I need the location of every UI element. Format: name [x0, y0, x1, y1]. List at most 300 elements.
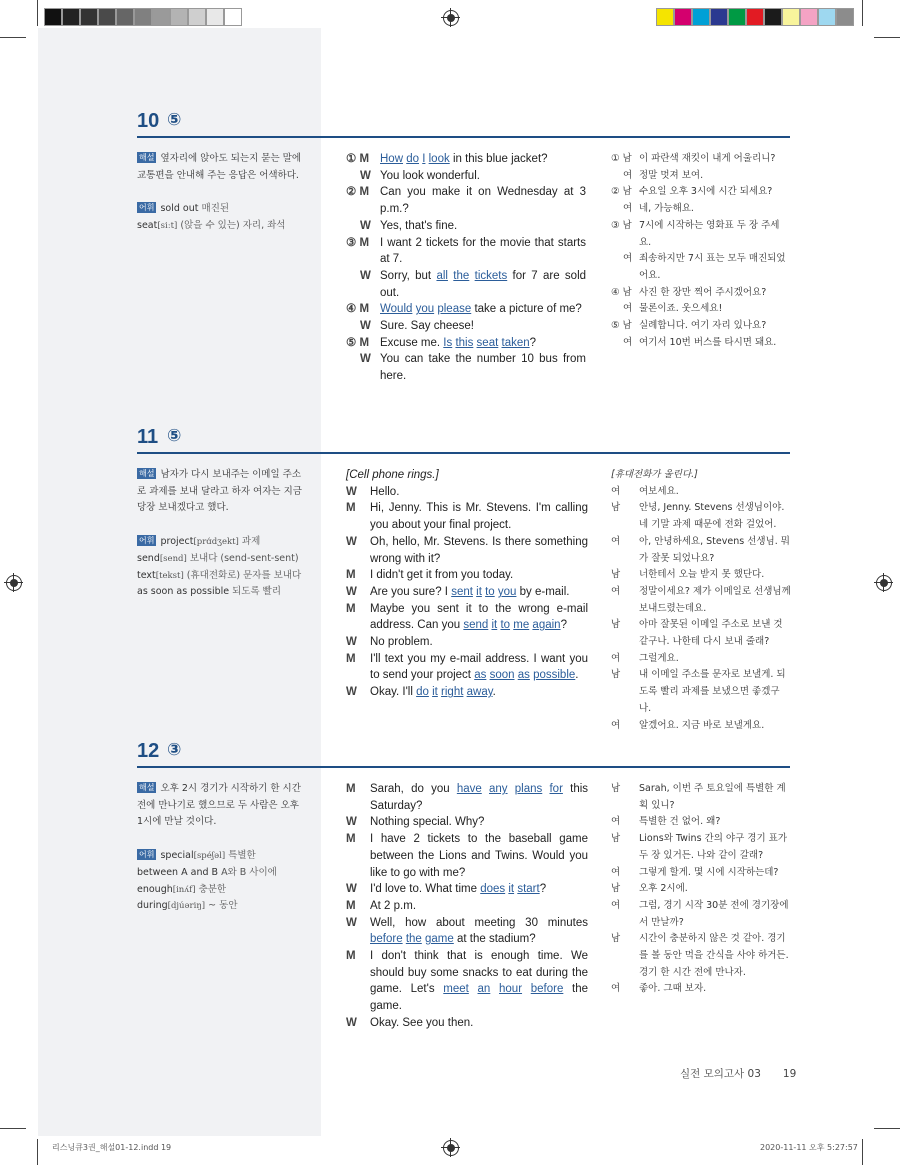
- keyword: do: [406, 153, 420, 165]
- speaker: M: [359, 186, 370, 199]
- speaker: 남: [611, 833, 621, 845]
- script-line: [346, 484, 588, 501]
- crop-mark: [0, 37, 26, 38]
- speaker: W: [346, 636, 357, 649]
- vocab-item: [137, 218, 303, 235]
- keyword: Is: [443, 336, 453, 349]
- keyword: it: [432, 686, 438, 699]
- keyword: right: [441, 686, 464, 699]
- vocab-item: [137, 201, 303, 218]
- line-text: 죄송하지만 7시 표는 모두 매진되었어요.: [639, 253, 786, 281]
- explanation-tag: 해설: [139, 469, 155, 478]
- speaker: M: [346, 602, 356, 615]
- line-text: Excuse me.: [380, 336, 441, 349]
- explanation-tag: 해설: [139, 153, 155, 162]
- vocab-phonetic: [siːt]: [157, 221, 178, 232]
- keyword: meet: [443, 983, 469, 996]
- speaker: M: [359, 303, 370, 316]
- vocab-word: between A and B: [137, 866, 219, 878]
- vocab-word: project: [160, 536, 194, 548]
- translation-line: [611, 500, 791, 533]
- keyword: it: [508, 883, 515, 896]
- registration-mark-icon: [443, 10, 459, 26]
- translation-line: [611, 168, 791, 185]
- line-text: for 7 are sold out.: [380, 269, 587, 299]
- translation-line: [611, 318, 791, 335]
- header-rule: [137, 136, 790, 138]
- speaker: W: [360, 269, 371, 282]
- option-number: ③: [346, 236, 357, 249]
- vocab-gloss: 특별한: [228, 850, 256, 862]
- speaker: 여: [611, 585, 621, 597]
- line-text: 그럼, 경기 시작 30분 전에 경기장에서 만날까?: [639, 899, 789, 928]
- line-text: this Saturday?: [370, 783, 589, 812]
- line-text: 정말 멋져 보여.: [639, 169, 704, 181]
- keyword: do: [416, 686, 429, 699]
- vocab-gloss: ~ 동안: [208, 900, 238, 912]
- question-11: [137, 426, 791, 731]
- keyword: as: [517, 669, 530, 682]
- line-text: Sure. Say cheese!: [380, 320, 474, 333]
- line-text: I'll text you my e-mail address. I want you to send your project: [370, 652, 588, 682]
- speaker: ① 남: [611, 153, 632, 164]
- translation-line: [611, 981, 791, 998]
- translation-line: [611, 781, 791, 814]
- script-line: [346, 651, 588, 684]
- keyword: for: [549, 783, 563, 795]
- line-text: at the stadium?: [457, 933, 536, 946]
- crop-mark: [37, 0, 38, 26]
- translation-line: [611, 534, 791, 567]
- vocab-item: [137, 882, 303, 899]
- option-number: ②: [346, 186, 357, 199]
- vocab-word: during: [137, 900, 168, 912]
- translation-line: [611, 567, 791, 584]
- speaker: ③ 남: [611, 219, 632, 231]
- keyword: tickets: [474, 269, 508, 282]
- script-line: [346, 168, 586, 185]
- keyword: How: [380, 153, 404, 165]
- vocab-gloss: 매진된: [201, 203, 230, 215]
- explanation: [137, 781, 303, 831]
- line-text: 그렇게 할게. 몇 시에 시작하는데?: [639, 866, 779, 878]
- line-text: 네, 가능해요.: [639, 203, 694, 215]
- translation-line: [611, 814, 791, 831]
- keyword: plans: [514, 783, 543, 795]
- keyword: before: [530, 983, 564, 996]
- line-text: ?: [539, 883, 547, 896]
- translation-line: [611, 285, 791, 302]
- line-text: 여기서 10번 버스를 타시면 돼요.: [639, 336, 777, 348]
- speaker: ② 남: [611, 186, 632, 198]
- translation-line: [611, 467, 791, 484]
- vocab-gloss: 보내다 (send-sent-sent): [189, 552, 299, 564]
- keyword: soon: [489, 669, 515, 682]
- line-text: Sarah, do you: [370, 783, 450, 795]
- vocab-word: special: [160, 850, 194, 862]
- speaker: W: [346, 485, 357, 498]
- speaker: 여: [611, 535, 621, 547]
- english-script: [346, 467, 588, 701]
- crop-mark: [0, 1128, 26, 1129]
- line-text: the game.: [370, 983, 589, 1013]
- keyword: again: [532, 619, 561, 632]
- vocab-item: [137, 898, 303, 915]
- question-number: 12: [137, 740, 160, 762]
- line-text: 아, 안녕하세요, Stevens 선생님. 뭐가 잘못 되었나요?: [639, 535, 790, 564]
- line-text: 그럴게요.: [639, 652, 679, 664]
- line-text: 너한테서 오늘 받지 못 했단다.: [639, 569, 765, 581]
- vocab-tag: 어휘: [139, 536, 155, 546]
- keyword: any: [489, 783, 508, 795]
- vocab-gloss: 충분한: [198, 883, 227, 895]
- speaker: 남: [611, 569, 621, 581]
- question-number: 10: [137, 110, 160, 132]
- line-text: Can you make it on Wednesday at 3 p.m.?: [380, 186, 586, 216]
- speaker: W: [360, 320, 371, 333]
- keyword: an: [477, 983, 491, 996]
- speaker: W: [360, 169, 371, 182]
- vocab-tag: 어휘: [139, 203, 155, 213]
- answer-mark: ③: [167, 740, 182, 760]
- speaker: M: [359, 336, 370, 349]
- line-text: At 2 p.m.: [370, 899, 417, 912]
- vocabulary: [137, 534, 303, 601]
- korean-translation: [611, 151, 791, 351]
- line-text: I'd love to. What time: [370, 883, 478, 896]
- speaker: 여: [623, 169, 633, 181]
- vocab-item: [137, 865, 303, 882]
- option-number: ①: [346, 153, 357, 165]
- speaker: 남: [611, 883, 621, 895]
- explanation-text: 옆자리에 앉아도 되는지 묻는 말에 교통편을 안내해 주는 응답은 어색하다.: [137, 153, 302, 181]
- line-text: Hi, Jenny. This is Mr. Stevens. I'm calling you about your final project.: [370, 502, 588, 532]
- speaker: 남: [611, 669, 621, 681]
- speaker: M: [346, 899, 356, 912]
- keyword: sent: [451, 585, 473, 598]
- vocab-item: [137, 534, 303, 551]
- vocab-phonetic: [inʌ́f]: [172, 884, 196, 895]
- line-text: Lions와 Twins 간의 야구 경기 표가 두 장 있거든. 나와 같이 갈래?: [639, 833, 788, 861]
- keyword: start: [517, 883, 540, 896]
- line-text: 안녕, Jenny. Stevens 선생님이야. 네 기말 과제 때문에 전화 걸었어.: [639, 502, 785, 531]
- script-line: [346, 584, 588, 601]
- speaker: W: [346, 816, 357, 829]
- translation-line: [611, 201, 791, 218]
- english-script: [346, 151, 586, 385]
- line-text: 7시에 시작하는 영화표 두 장 주세요.: [639, 219, 780, 248]
- line-text: 내 이메일 주소를 문자로 보낼게. 되도록 빨리 과제를 보냈으면 좋겠구나.: [639, 669, 786, 714]
- script-line: [346, 268, 586, 301]
- vocab-gloss: A와 B 사이에: [221, 866, 277, 878]
- korean-translation: [611, 781, 791, 998]
- script-line: [346, 567, 588, 584]
- speaker: W: [346, 686, 357, 699]
- speaker: W: [346, 585, 357, 598]
- vocab-gloss: (휴대전화로) 문자를 보내다: [186, 569, 302, 581]
- vocab-phonetic: [prɑ́dʒekt]: [193, 537, 239, 548]
- vocab-item: [137, 848, 303, 865]
- script-line: [346, 1015, 588, 1032]
- line-text: 좋아. 그때 보자.: [639, 983, 707, 995]
- line-text: 시간이 충분하지 않은 것 같아. 경기를 볼 동안 먹을 간식을 사야 하거든. 경기 한 시간 전에 만나자.: [639, 933, 789, 978]
- question-header: [137, 426, 790, 450]
- translation-line: [611, 301, 791, 318]
- line-text: I don't think that is enough time. We should buy some snacks to eat during the game. Let's: [370, 950, 588, 996]
- script-line: [346, 351, 586, 384]
- keyword: does: [480, 883, 506, 896]
- script-line: [346, 898, 588, 915]
- translation-line: [611, 184, 791, 201]
- translation-line: [611, 218, 791, 251]
- line-text: Hello.: [370, 485, 400, 498]
- crop-mark: [862, 0, 863, 26]
- translation-line: [611, 151, 791, 168]
- speaker: M: [359, 153, 370, 165]
- script-line: [346, 534, 588, 567]
- translation-line: [611, 617, 791, 650]
- explanation-panel: [137, 151, 303, 235]
- script-line: [346, 500, 588, 533]
- footer-label: 실전 모의고사 03: [680, 1068, 761, 1080]
- explanation-text: 남자가 다시 보내주는 이메일 주소로 과제를 보내 달라고 하자 여자는 지금 당장 보내겠다고 했다.: [137, 469, 302, 514]
- line-text: Okay. I'll: [370, 686, 413, 699]
- speaker: M: [346, 569, 356, 582]
- speaker: 남: [611, 783, 621, 794]
- keyword: me: [513, 619, 530, 632]
- line-text: Maybe you sent it to the wrong e-mail address. Can you: [370, 602, 588, 632]
- vocab-item: [137, 551, 303, 568]
- script-line: [346, 881, 588, 898]
- translation-line: [611, 881, 791, 898]
- keyword: the: [453, 269, 470, 282]
- line-text: You can take the number 10 bus from here.: [380, 353, 586, 383]
- script-line: [346, 634, 588, 651]
- line-text: 알겠어요. 지금 바로 보낼게요.: [639, 719, 765, 731]
- line-text: Yes, that's fine.: [380, 219, 458, 232]
- line-text: 아마 잘못된 이메일 주소로 보낸 것 같구나. 나한테 다시 보내 줄래?: [639, 619, 783, 648]
- translation-line: [611, 651, 791, 668]
- script-line: [346, 335, 586, 352]
- page-footer: [680, 1066, 796, 1081]
- crop-mark: [862, 1139, 863, 1165]
- korean-translation: [611, 467, 791, 734]
- translation-line: [611, 584, 791, 617]
- question-10: [137, 110, 790, 383]
- speaker: M: [346, 950, 356, 963]
- speaker: 여: [611, 652, 621, 664]
- line-text: 수요일 오후 3시에 시간 되세요?: [639, 186, 773, 198]
- speaker: 여: [623, 336, 633, 348]
- explanation-tag: 해설: [139, 783, 155, 792]
- crop-mark: [874, 1128, 900, 1129]
- speaker: 남: [611, 619, 621, 631]
- header-rule: [137, 452, 790, 454]
- crop-mark: [874, 37, 900, 38]
- line-text: I have 2 tickets to the baseball game between the Lions and Twins. Would you like to go with me?: [370, 833, 588, 879]
- line-text: take a picture of me?: [474, 303, 582, 316]
- line-text: Oh, hello, Mr. Stevens. Is there something wrong with it?: [370, 535, 588, 565]
- script-line: [346, 915, 588, 948]
- speaker: 여: [611, 866, 621, 878]
- vocab-word: send: [137, 552, 160, 564]
- speaker: 여: [623, 253, 633, 265]
- script-line: [346, 684, 588, 701]
- line-text: 사진 한 장만 찍어 주시겠어요?: [639, 286, 767, 298]
- question-header: [137, 110, 790, 134]
- line-text: 정말이세요? 제가 이메일로 선생님께 보내드렸는데요.: [639, 585, 791, 614]
- line-text: ?: [560, 619, 567, 632]
- keyword: please: [437, 303, 472, 316]
- keyword: you: [415, 303, 435, 316]
- registration-mark-icon: [6, 575, 22, 591]
- speaker: 여: [611, 899, 621, 911]
- header-rule: [137, 766, 790, 768]
- script-line: [346, 601, 588, 634]
- registration-mark-icon: [876, 575, 892, 591]
- vocab-phonetic: [tekst]: [155, 570, 184, 581]
- speaker: W: [360, 353, 371, 366]
- keyword: to: [500, 619, 511, 632]
- speaker: 여: [611, 719, 621, 731]
- line-text: ?: [529, 336, 537, 349]
- keyword: all: [436, 269, 448, 282]
- speaker: 여: [623, 203, 633, 215]
- translation-line: [611, 898, 791, 931]
- keyword: seat: [476, 336, 499, 349]
- vocab-tag: 어휘: [139, 850, 155, 860]
- vocab-word: seat: [137, 220, 158, 232]
- line-text: Sorry, but: [380, 269, 432, 282]
- line-text: 특별한 건 없어. 왜?: [639, 816, 721, 828]
- keyword: Would: [380, 303, 413, 316]
- question-header: [137, 740, 790, 764]
- line-text: No problem.: [370, 636, 433, 649]
- line-text: 실례합니다. 여기 자리 있나요?: [639, 320, 767, 332]
- speaker: W: [346, 883, 357, 896]
- vocab-item: [137, 584, 303, 601]
- explanation: [137, 151, 303, 184]
- line-text: Well, how about meeting 30 minutes: [370, 916, 588, 929]
- english-script: [346, 781, 588, 1032]
- speaker: M: [346, 652, 356, 665]
- line-text: I didn't get it from you today.: [370, 569, 514, 582]
- speaker: 여: [611, 485, 621, 497]
- speaker: W: [346, 535, 357, 548]
- speaker: 남: [611, 933, 621, 945]
- line-text: Are you sure? I: [370, 585, 448, 598]
- line-text: in this blue jacket?: [452, 153, 548, 165]
- translation-line: [611, 865, 791, 882]
- speaker: 여: [623, 303, 633, 315]
- vocab-gloss: (앉을 수 있는) 자리, 좌석: [180, 220, 286, 232]
- page-number: 19: [782, 1068, 797, 1080]
- keyword: have: [456, 783, 482, 795]
- script-line: [346, 814, 588, 831]
- keyword: possible: [533, 669, 576, 682]
- script-line: [346, 301, 586, 318]
- translation-line: [611, 718, 791, 735]
- vocab-phonetic: [spéʃəl]: [193, 851, 226, 862]
- script-line: [346, 948, 588, 1015]
- vocabulary: [137, 201, 303, 234]
- script-line: [346, 318, 586, 335]
- keyword: game: [425, 933, 454, 946]
- process-color-bar: [656, 8, 854, 26]
- line-text: You look wonderful.: [380, 169, 480, 182]
- line-text: 오후 2시에.: [639, 883, 688, 895]
- explanation-text: 오후 2시 경기가 시작하기 한 시간 전에 만나기로 했으므로 두 사람은 오후 1시에 만날 것이다.: [137, 783, 301, 828]
- vocab-gloss: 되도록 빨리: [232, 586, 282, 598]
- slug-filename: 리스닝큐3권_해설01-12.indd 19: [52, 1143, 172, 1152]
- explanation-panel: [137, 781, 303, 915]
- line-text: by e-mail.: [519, 585, 570, 598]
- line-text: Nothing special. Why?: [370, 816, 485, 829]
- line-text: 여보세요.: [639, 485, 679, 497]
- keyword: the: [405, 933, 422, 946]
- answer-mark: ⑤: [167, 110, 182, 130]
- grayscale-color-bar: [44, 8, 242, 26]
- translation-line: [611, 335, 791, 352]
- option-number: ⑤: [346, 336, 357, 349]
- speaker: M: [359, 236, 370, 249]
- keyword: I: [422, 153, 426, 165]
- keyword: as: [474, 669, 487, 682]
- speaker: W: [346, 916, 357, 929]
- translation-line: [611, 831, 791, 864]
- speaker: M: [346, 833, 356, 846]
- translation-line: [611, 251, 791, 284]
- line-text: .: [575, 669, 579, 682]
- line-text: Sarah, 이번 주 토요일에 특별한 계획 있니?: [639, 783, 786, 811]
- keyword: to: [485, 585, 495, 598]
- vocab-gloss: 과제: [241, 536, 261, 548]
- vocab-phonetic: [send]: [159, 553, 187, 564]
- line-text: [휴대전화가 울린다.]: [611, 469, 698, 480]
- line-text: I want 2 tickets for the movie that starts at 7.: [380, 236, 586, 266]
- keyword: this: [455, 336, 474, 349]
- speaker: W: [346, 1016, 357, 1029]
- vocabulary: [137, 848, 303, 915]
- script-line: [346, 218, 586, 235]
- speaker: 남: [611, 502, 621, 514]
- vocab-word: sold out: [160, 203, 199, 215]
- keyword: send: [463, 619, 489, 632]
- slug-timestamp: 2020-11-11 오후 5:27:57: [760, 1143, 858, 1152]
- translation-line: [611, 667, 791, 717]
- keyword: hour: [499, 983, 523, 996]
- speaker: ④ 남: [611, 286, 632, 298]
- vocab-item: [137, 568, 303, 585]
- translation-line: [611, 484, 791, 501]
- crop-mark: [37, 1139, 38, 1165]
- translation-line: [611, 931, 791, 981]
- speaker: ⑤ 남: [611, 320, 632, 332]
- vocab-word: text: [137, 569, 156, 581]
- vocab-word: enough: [137, 883, 173, 895]
- keyword: before: [370, 933, 403, 946]
- speaker: M: [346, 783, 356, 795]
- line-text: Okay. See you then.: [370, 1016, 474, 1029]
- line-text: 물론이죠. 웃으세요!: [639, 303, 723, 315]
- registration-mark-icon: [443, 1140, 459, 1156]
- explanation-panel: [137, 467, 303, 601]
- vocab-phonetic: [djúəriŋ]: [167, 901, 206, 912]
- speaker: M: [346, 502, 356, 515]
- script-line: [346, 184, 586, 217]
- keyword: look: [428, 153, 450, 165]
- script-line: [346, 831, 588, 881]
